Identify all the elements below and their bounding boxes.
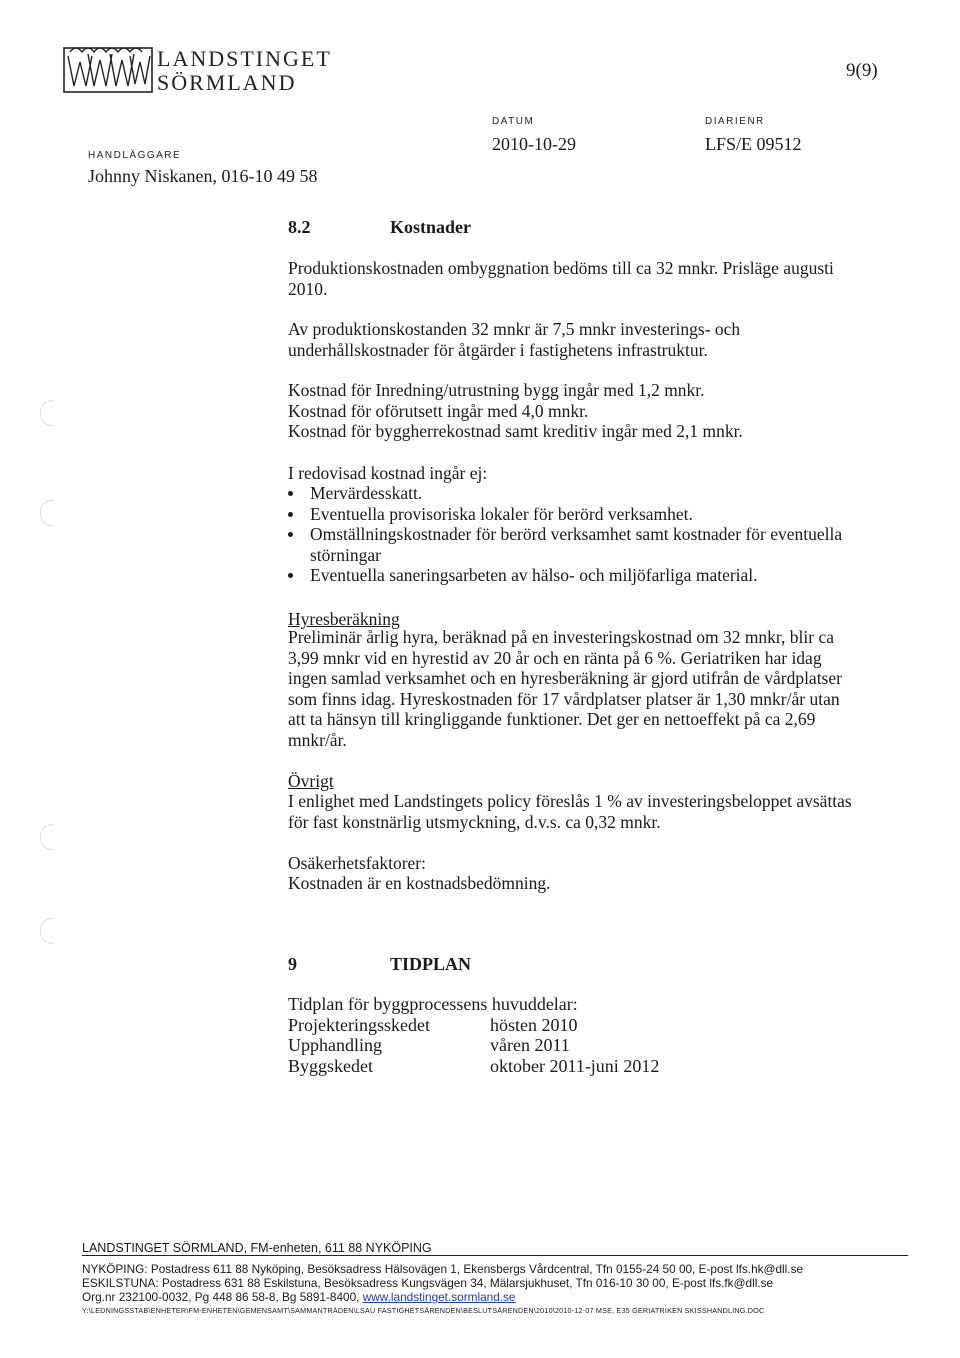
table-row (288, 1056, 659, 1077)
tidplan-title: TIDPLAN (390, 954, 472, 974)
list-item: Eventuella saneringsarbeten av hälso- och miljöfarliga material. (288, 565, 868, 586)
table-row (288, 1035, 659, 1056)
tidplan-number: 9 (288, 954, 297, 974)
cost-line-byggherre: Kostnad för byggherrekostnad samt kreditiv ingår med 2,1 mnkr. (288, 421, 743, 441)
bullet-icon (288, 573, 293, 578)
punch-hole-mark (40, 918, 53, 944)
footer-file-path: Y:\LEDNINGSSTAB\ENHETER\FM-ENHETEN\GEMENSAMT\SAMMANTRÄDEN\LSAU FASTIGHETSÄRENDEN\BESLUTSÄRENDEN\2010\2010-12-07 MSE, E35 GERIATRIKEN SKISSHANDLING.DOC (82, 1306, 765, 1315)
phase-name: Byggskedet (288, 1055, 373, 1076)
punch-hole-mark (40, 500, 53, 526)
punch-hole-mark (40, 824, 53, 850)
website-link[interactable]: www.landstinget.sormland.se (362, 1290, 516, 1304)
osakerhet-heading: Osäkerhetsfaktorer: (288, 853, 426, 873)
paragraph-production-cost: Produktionskostnaden ombyggnation bedöms till ca 32 mnkr. Prisläge augusti 2010. (288, 258, 834, 299)
excluded-intro: I redovisad kostnad ingår ej: (288, 463, 488, 483)
logo-line-1: LANDSTINGET (157, 46, 332, 71)
cost-line-oforutsett: Kostnad för oförutsett ingår med 4,0 mnkr. (288, 400, 589, 421)
hyres-paragraph: Preliminär årlig hyra, beräknad på en investeringskostnad om 32 mnkr, blir ca 3,99 mnkr vid en hyrestid av 20 år och en ränta på 6 %. Geriatriken har idag ingen samlad verksamhet och en hyresberäkning är gjord utifrån de vårdplatser som finns idag. Hyreskostnaden för 17 vårdplatser platser är 1,30 mnkr/år utan att ta hänsyn till kringliggande funktioner. Det ger en nettoeffekt på ca 2,69 mnkr/år. (288, 627, 842, 750)
phase-time: oktober 2011-juni 2012 (490, 1055, 660, 1076)
excluded-list (288, 483, 868, 586)
bullet-icon (288, 512, 293, 517)
footer-org-info (82, 1290, 803, 1304)
cost-line-inredning: Kostnad för Inredning/utrustning bygg ingår med 1,2 mnkr. (288, 380, 705, 400)
tidplan-intro: Tidplan för byggprocessens huvuddelar: (288, 994, 578, 1014)
list-item: Eventuella provisoriska lokaler för berörd verksamhet. (288, 504, 868, 525)
footer-organization: LANDSTINGET SÖRMLAND, FM-enheten, 611 88 NYKÖPING (82, 1241, 432, 1255)
bullet-icon (288, 532, 293, 537)
list-item: Mervärdesskatt. (288, 483, 868, 504)
paragraph-investment: Av produktionskostanden 32 mnkr är 7,5 mnkr investerings- och underhållskostnader för åtgärder i fastighetens infrastruktur. (288, 319, 741, 360)
diarienr-label: DIARIENR (705, 116, 765, 127)
tidplan-table (288, 994, 659, 1076)
handlaggare-value: Johnny Niskanen, 016-10 49 58 (88, 166, 318, 186)
phase-name: Upphandling (288, 1035, 382, 1055)
datum-value: 2010-10-29 (492, 134, 576, 154)
list-item: Omställningskostnader för berörd verksamhet samt kostnader för eventuella störningar (288, 524, 868, 565)
bullet-icon (288, 491, 293, 496)
phase-time: våren 2011 (490, 1035, 570, 1055)
table-row (288, 1015, 659, 1036)
phase-time: hösten 2010 (490, 1014, 578, 1035)
footer-eskilstuna: ESKILSTUNA: Postadress 631 88 Eskilstuna, Besöksadress Kungsvägen 34, Mälarsjukhuset, Tfn 016-10 30 00, E-post lfs.fk@dll.se (82, 1276, 774, 1290)
osakerhet-paragraph: Kostnaden är en kostnadsbedömning. (288, 873, 551, 893)
logo-wordmark (157, 47, 332, 95)
section-title: Kostnader (390, 217, 471, 237)
footer-org-numbers: Org.nr 232100-0032, Pg 448 86 58-8, Bg 5891-8400, (82, 1290, 363, 1304)
logo-line-2: SÖRMLAND (157, 70, 297, 95)
ovrigt-paragraph: I enlighet med Landstingets policy föreslås 1 % av investeringsbeloppet avsättas för fast konstnärlig utsmyckning, d.v.s. ca 0,32 mnkr. (288, 791, 852, 832)
footer-divider (82, 1255, 908, 1256)
phase-name: Projekteringsskedet (288, 1014, 430, 1035)
datum-label: DATUM (492, 116, 535, 127)
footer-nykoping: NYKÖPING: Postadress 611 88 Nyköping, Besöksadress Hälsovägen 1, Ekensbergs Vårdcentral, Tfn 0155-24 50 00, E-post lfs.hk@dll.se (82, 1262, 804, 1276)
handlaggare-label: HANDLÄGGARE (88, 150, 182, 161)
hyres-heading: Hyresberäkning (288, 609, 400, 629)
page-number: 9(9) (846, 60, 878, 81)
punch-hole-mark (40, 400, 53, 426)
footer-contact (82, 1262, 803, 1304)
tidplan-intro-row (288, 994, 659, 1015)
cost-breakdown (288, 380, 848, 442)
ovrigt-heading: Övrigt (288, 771, 334, 791)
section-number: 8.2 (288, 217, 311, 237)
landstinget-logo-icon (62, 42, 154, 94)
diarienr-value: LFS/E 09512 (705, 134, 802, 154)
